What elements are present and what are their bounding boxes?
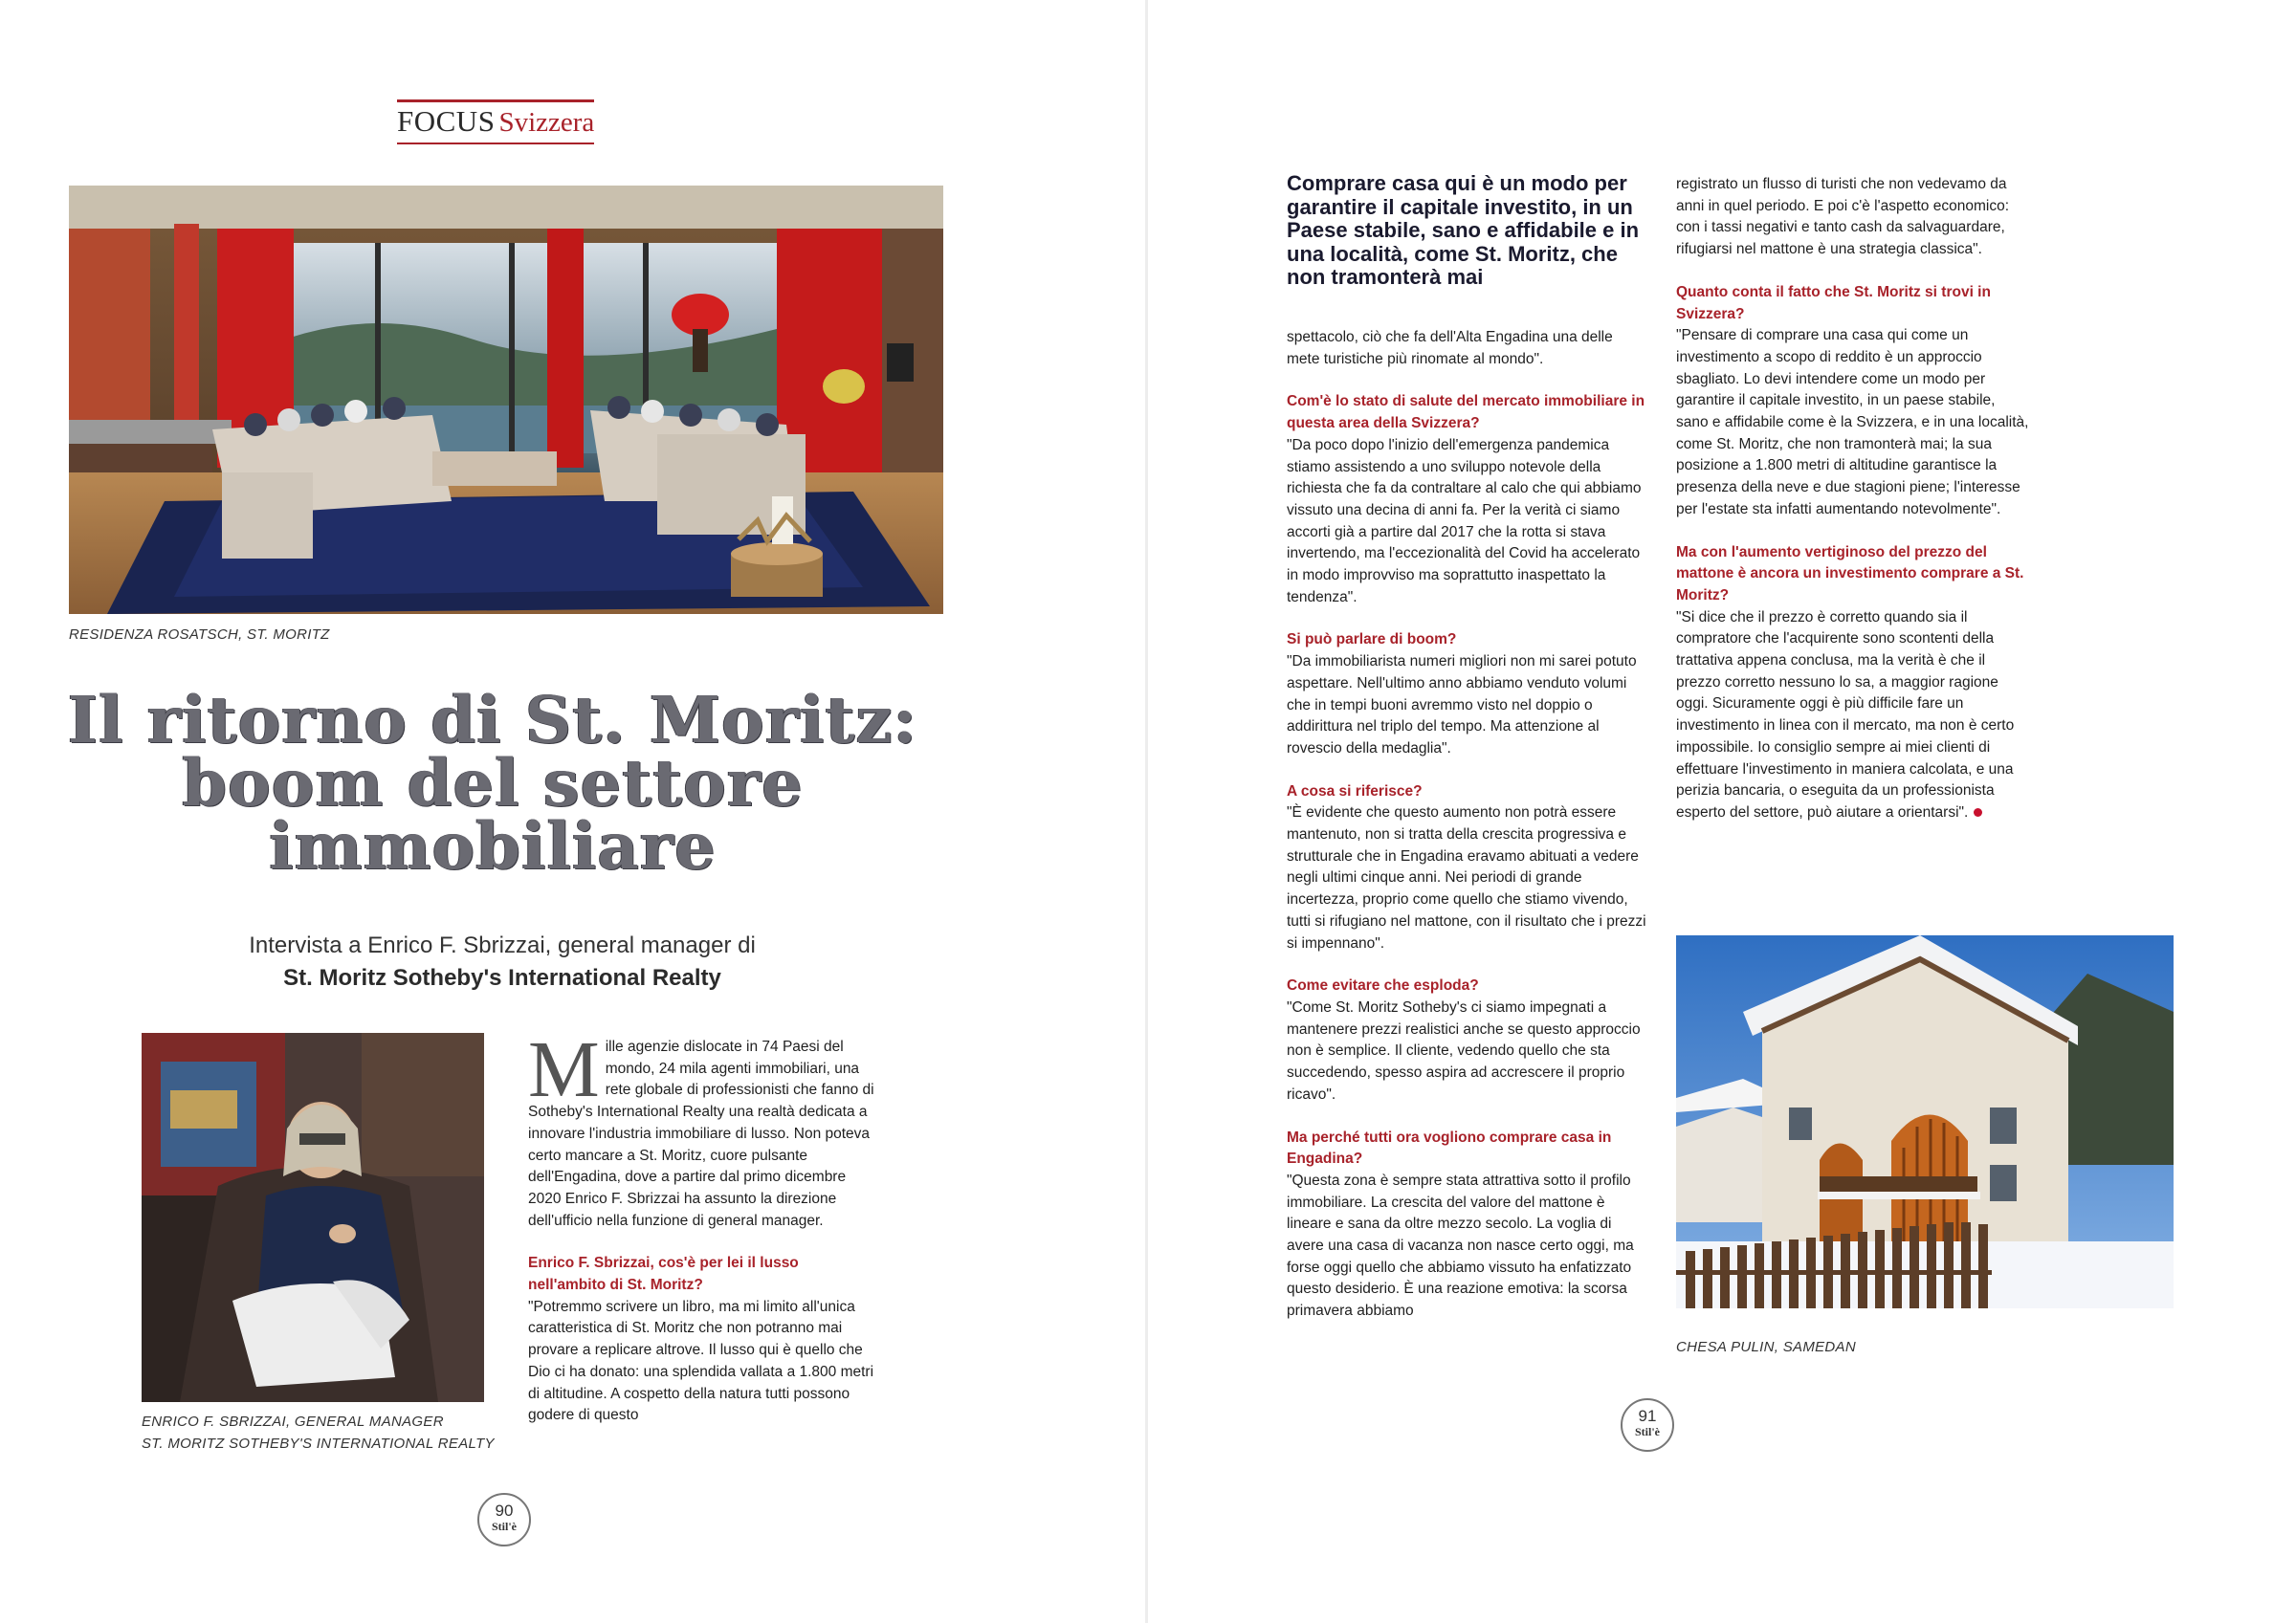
question: Si può parlare di boom? <box>1287 631 1457 648</box>
intro-text: ille agenzie dislocate in 74 Paesi del mondo, 24 mila agenti immobiliari, una rete globale di professionisti che fanno di Sotheby's International Realty una realtà dedicata a innovare l'industria immobiliare di lusso. Non poteva certo mancare a St. Moritz, cuore pulsante dell'Engadina, dove a partire dal primo dicembre 2020 Enrico F. Sbrizzai ha assunto la direzione dell'ufficio nella funzione di general manager. <box>528 1039 874 1229</box>
answer: "Questa zona è sempre stata attrattiva sotto il profilo immobiliare. La crescita del valore del mattone è lineare e sana da oltre mezzo secolo. La voglia di avere una casa di vacanza non nasce certo oggi, ma forse oggi quello che abbiamo vissuto ha enfatizzato questo desiderio. È una reazione emotiva: la scorsa primavera abbiamo <box>1287 1172 1634 1320</box>
answer-continued: spettacolo, ciò che fa dell'Alta Engadina una delle mete turistiche più rinomate al mondo". <box>1287 329 1613 367</box>
headline <box>57 682 928 884</box>
living-room-photo <box>69 186 943 614</box>
house-photo <box>1676 935 2174 1332</box>
question: A cosa si riferisce? <box>1287 782 1423 800</box>
focus-label: FOCUS <box>397 104 496 138</box>
portrait-caption-line: ST. MORITZ SOTHEBY'S INTERNATIONAL REALTY <box>142 1436 495 1452</box>
question: Ma con l'aumento vertiginoso del prezzo del mattone è ancora un investimento comprare a St. Moritz? <box>1676 543 2024 603</box>
headline-line: boom del settore <box>182 745 804 821</box>
answer: "Come St. Moritz Sotheby's ci siamo impegnati a mantenere prezzi realistici anche se questo approccio non è semplice. Il cliente, vedendo quello che sta succedendo, spesso aspira ad accrescere il proprio ricavo". <box>1287 998 1641 1103</box>
section-header <box>397 99 594 139</box>
house-illustration <box>1676 935 2174 1332</box>
left-page <box>0 0 1146 1623</box>
magazine-mark: Stil'è <box>492 1520 517 1533</box>
pull-quote: Comprare casa qui è un modo per garantire il capitale investito, in un Paese stabile, sano e affidabile e in una località, come St. Moritz, che non tramonterà mai <box>1287 171 1640 289</box>
drop-cap: M <box>528 1025 600 1114</box>
headline-line: immobiliare <box>269 808 717 884</box>
page-number-right <box>1621 1398 1674 1452</box>
answer: "Potremmo scrivere un libro, ma mi limito all'unica caratteristica di St. Moritz che non potranno mai provare a replicare altrove. Il lusso qui è quello che Dio ci ha donato: una splendida vallata a 1.800 metri di altitudine. A cospetto della natura tutti possono godere di questo <box>528 1298 874 1424</box>
middle-column <box>1287 327 1648 1323</box>
house-caption: CHESA PULIN, SAMEDAN <box>1676 1339 1856 1355</box>
right-column <box>1676 174 2030 824</box>
question: Ma perché tutti ora vogliono comprare casa in Engadina? <box>1287 1129 1612 1168</box>
question: Quanto conta il fatto che St. Moritz si trovi in Svizzera? <box>1676 283 1991 322</box>
intro-column <box>528 1025 874 1427</box>
answer: "Si dice che il prezzo è corretto quando sia il compratore che l'acquirente sono scontenti della trattativa appena conclusa, ma la verità è che il prezzo corretto nessuno lo sa, a maggior ragione oggi. Sicuramente oggi è più difficile fare un investimento in linea con il mercato, ma non è certo impossibile. Io consiglio sempre ai miei clienti di effettuare l'investimento in maniera calcolata, e una perizia bancaria, o eseguita da un professionista esperto del settore, può aiutare a orientarsi". <box>1676 608 2015 821</box>
magazine-mark: Stil'è <box>1635 1425 1660 1438</box>
headline-line: Il ritorno di St. Moritz: <box>67 682 918 757</box>
portrait-caption-line: ENRICO F. SBRIZZAI, GENERAL MANAGER <box>142 1414 444 1430</box>
answer: "Pensare di comprare una casa qui come un investimento a scopo di reddito è un approccio sbagliato. Lo devi intendere come un modo per garantire il capitale investito, in un paese stabile, sano e affidabile come è la Svizzera, e in una località, come St. Moritz, che non tramonterà mai; la sua posizione a 1.800 metri di altitudine garantisce la presenza della neve e due stagioni piene; l'interesse per l'estate sta infatti aumentando notevolmente". <box>1676 327 2029 517</box>
answer: "È evidente che questo aumento non potrà essere mantenuto, non si tratta della crescita progressiva e strutturale che in Engadina eravamo abituati a vedere negli ultimi cinque anni. Nei periodi di grande incertezza, proprio come quello che stiamo vivendo, tutti si rifugiano nel mattone, con il risultato che i prezzi si impennano". <box>1287 804 1646 952</box>
subtitle-line: Intervista a Enrico F. Sbrizzai, general manager di <box>249 932 756 958</box>
answer: "Da poco dopo l'inizio dell'emergenza pandemica stiamo assistendo a uno sviluppo notevole della richiesta che fa da contraltare al calo che qui abbiamo vissuto una decina di anni fa. Per la verità ci siamo accorti già a partire dal 2017 che la rotta si stava invertendo, ma l'eccezionalità del Covid ha accelerato in modo improvviso ma soprattutto inaspettato la tendenza". <box>1287 436 1642 605</box>
end-mark-icon <box>1974 808 1982 817</box>
question: Enrico F. Sbrizzai, cos'è per lei il lusso nell'ambito di St. Moritz? <box>528 1255 799 1294</box>
living-room-illustration <box>69 186 943 614</box>
answer-final <box>1676 607 2030 824</box>
section-label: Svizzera <box>498 107 595 138</box>
question: Com'è lo stato di salute del mercato immobiliare in questa area della Svizzera? <box>1287 393 1645 432</box>
answer: "Da immobiliarista numeri migliori non mi sarei potuto aspettare. Nell'ultimo anno abbiamo venduto volumi che in tempi buoni avremmo visto nel doppio o addirittura nel triplo del tempo. Ma attenzione al rovescio della medaglia". <box>1287 653 1637 757</box>
portrait-caption <box>142 1411 495 1455</box>
subtitle-company: St. Moritz Sotheby's International Realty <box>283 965 721 991</box>
answer-continued: registrato un flusso di turisti che non vedevamo da anni in quel periodo. E poi c'è l'aspetto economico: con i tassi negativi e tanto cash da salvaguardare, rifugiarsi nel mattone è una strategia classica". <box>1676 176 2010 258</box>
page-number-left <box>477 1493 531 1546</box>
intro-paragraph <box>528 1025 874 1232</box>
portrait-illustration <box>142 1033 484 1402</box>
living-room-caption: RESIDENZA ROSATSCH, ST. MORITZ <box>69 626 330 643</box>
page-number: 91 <box>1638 1407 1657 1425</box>
question: Come evitare che esploda? <box>1287 977 1479 995</box>
portrait-photo <box>142 1033 484 1402</box>
subtitle <box>144 930 861 995</box>
right-page <box>1148 0 2296 1623</box>
page-number: 90 <box>495 1502 514 1520</box>
